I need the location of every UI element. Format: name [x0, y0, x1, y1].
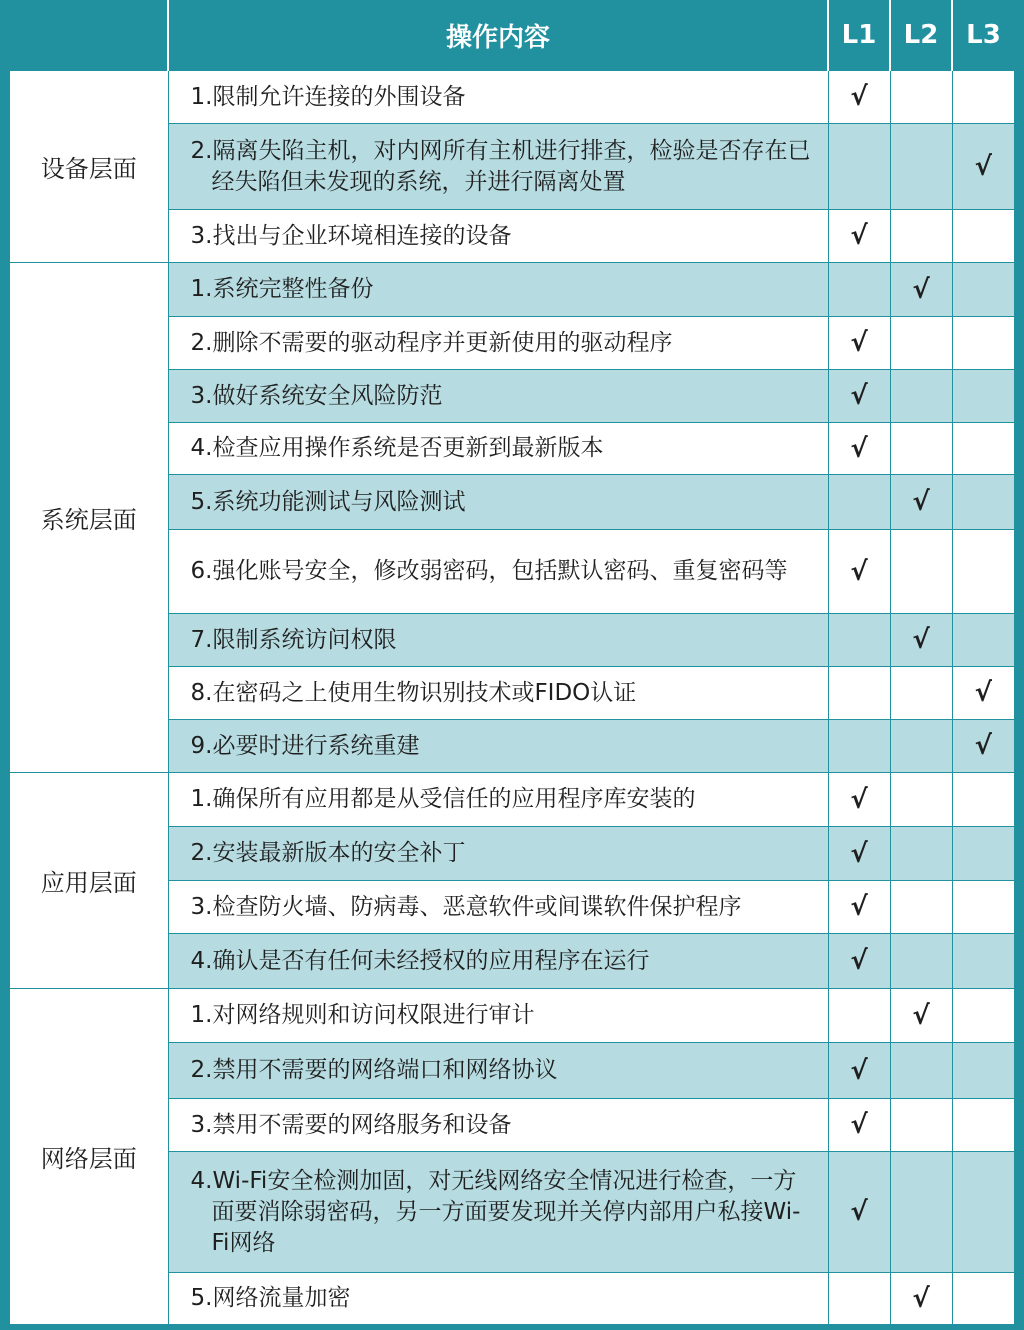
level-l1-cell [828, 71, 890, 124]
operation-cell [168, 720, 828, 773]
level-l3-cell [952, 263, 1014, 317]
check-mark-icon: √ [850, 892, 868, 922]
operation-text: 2.隔离失陷主机，对内网所有主机进行排查，检验是否存在已经失陷但未发现的系统，并进行隔离处置 [190, 137, 811, 195]
level-l1-cell [828, 317, 890, 370]
operation-text: 6.强化账号安全，修改弱密码，包括默认密码、重复密码等 [190, 558, 788, 584]
level-l2-cell [890, 1152, 952, 1273]
level-l2-cell [890, 720, 952, 773]
operation-text: 1.确保所有应用都是从受信任的应用程序库安装的 [190, 786, 696, 812]
level-l1-cell [828, 881, 890, 934]
level-l3-cell [952, 1099, 1014, 1152]
level-l3-cell [952, 475, 1014, 530]
level-l2-cell [890, 317, 952, 370]
level-l3-cell [952, 210, 1014, 263]
level-l1-cell [828, 1152, 890, 1273]
level-l3-cell [952, 614, 1014, 667]
operation-cell [168, 667, 828, 720]
level-l2-cell [890, 423, 952, 475]
operation-cell [168, 530, 828, 614]
level-l2-cell [890, 1099, 952, 1152]
operation-cell [168, 1099, 828, 1152]
operation-cell [168, 1152, 828, 1273]
check-mark-icon: √ [850, 556, 868, 587]
level-l1-cell [828, 773, 890, 827]
level-l1-cell [828, 370, 890, 423]
check-mark-icon: √ [850, 221, 868, 251]
operation-cell [168, 773, 828, 827]
operation-text: 4.Wi-Fi安全检测加固，对无线网络安全情况进行检查，一方面要消除弱密码，另一方面要发现并关停内部用户私接Wi-Fi网络 [190, 1167, 801, 1256]
level-l2-cell [890, 614, 952, 667]
level-l2-cell [890, 667, 952, 720]
operation-cell [168, 263, 828, 317]
level-l3-cell [952, 881, 1014, 934]
check-mark-icon: √ [850, 946, 868, 976]
level-l2-cell [890, 989, 952, 1043]
level-l2-cell [890, 370, 952, 423]
operation-cell [168, 475, 828, 530]
level-l2-cell [890, 773, 952, 827]
header-level-l1: L1 [828, 0, 890, 71]
level-l2-cell [890, 827, 952, 881]
level-l1-cell [828, 423, 890, 475]
check-mark-icon: √ [850, 1197, 868, 1227]
operation-cell [168, 934, 828, 989]
level-l1-cell [828, 530, 890, 614]
level-l3-cell [952, 1152, 1014, 1273]
check-mark-icon: √ [850, 1055, 868, 1086]
table-row [10, 263, 1014, 317]
operation-cell [168, 71, 828, 124]
level-l2-cell [890, 530, 952, 614]
level-l3-cell [952, 773, 1014, 827]
check-mark-icon: √ [850, 838, 868, 869]
operation-cell [168, 989, 828, 1043]
header-level-l2: L2 [890, 0, 952, 71]
section-category-label: 应用层面 [10, 773, 168, 989]
section-category-label: 系统层面 [10, 263, 168, 773]
operation-text: 2.安装最新版本的安全补丁 [190, 840, 466, 866]
security-operations-table-wrapper [10, 0, 1014, 1330]
table-body [10, 71, 1014, 1325]
check-mark-icon: √ [850, 433, 868, 464]
operation-text: 2.禁用不需要的网络端口和网络协议 [190, 1057, 558, 1083]
header-level-l3: L3 [952, 0, 1014, 71]
check-mark-icon: √ [974, 731, 992, 761]
level-l2-cell [890, 881, 952, 934]
check-mark-icon: √ [850, 784, 868, 815]
level-l1-cell [828, 989, 890, 1043]
table-row [10, 773, 1014, 827]
level-l2-cell [890, 1043, 952, 1099]
level-l3-cell [952, 370, 1014, 423]
operation-text: 5.网络流量加密 [190, 1285, 351, 1311]
operation-text: 4.检查应用操作系统是否更新到最新版本 [190, 435, 604, 461]
level-l1-cell [828, 827, 890, 881]
operation-text: 5.系统功能测试与风险测试 [190, 488, 466, 515]
operation-text: 9.必要时进行系统重建 [190, 732, 420, 759]
operation-text: 8.在密码之上使用生物识别技术或FIDO认证 [190, 679, 637, 706]
operation-text: 3.做好系统安全风险防范 [190, 382, 443, 409]
level-l1-cell [828, 1273, 890, 1325]
level-l3-cell [952, 1043, 1014, 1099]
operation-cell [168, 210, 828, 263]
check-mark-icon: √ [912, 1283, 930, 1314]
level-l1-cell [828, 263, 890, 317]
level-l3-cell [952, 989, 1014, 1043]
operation-cell [168, 124, 828, 210]
section-category-label: 网络层面 [10, 989, 168, 1325]
table-row [10, 71, 1014, 124]
check-mark-icon: √ [912, 1000, 930, 1031]
level-l1-cell [828, 667, 890, 720]
level-l1-cell [828, 124, 890, 210]
check-mark-icon: √ [974, 151, 992, 182]
operation-text: 1.系统完整性备份 [190, 276, 374, 302]
level-l1-cell [828, 720, 890, 773]
level-l3-cell [952, 827, 1014, 881]
operation-text: 1.对网络规则和访问权限进行审计 [190, 1002, 535, 1028]
operation-cell [168, 881, 828, 934]
operation-text: 3.禁用不需要的网络服务和设备 [190, 1111, 512, 1138]
level-l2-cell [890, 263, 952, 317]
level-l3-cell [952, 720, 1014, 773]
level-l3-cell [952, 423, 1014, 475]
level-l3-cell [952, 1273, 1014, 1325]
level-l1-cell [828, 1043, 890, 1099]
operation-text: 7.限制系统访问权限 [190, 626, 397, 653]
level-l2-cell [890, 124, 952, 210]
check-mark-icon: √ [850, 1110, 868, 1140]
level-l1-cell [828, 210, 890, 263]
operation-text: 3.检查防火墙、防病毒、恶意软件或间谍软件保护程序 [190, 893, 742, 920]
level-l3-cell [952, 317, 1014, 370]
operation-cell [168, 317, 828, 370]
header-category [10, 0, 168, 71]
level-l1-cell [828, 934, 890, 989]
level-l3-cell [952, 71, 1014, 124]
level-l2-cell [890, 71, 952, 124]
operation-cell [168, 1273, 828, 1325]
operation-cell [168, 1043, 828, 1099]
level-l2-cell [890, 934, 952, 989]
level-l2-cell [890, 1273, 952, 1325]
security-operations-table [10, 0, 1014, 1325]
level-l1-cell [828, 614, 890, 667]
level-l3-cell [952, 667, 1014, 720]
check-mark-icon: √ [850, 82, 868, 112]
check-mark-icon: √ [974, 678, 992, 708]
level-l3-cell [952, 124, 1014, 210]
level-l2-cell [890, 475, 952, 530]
check-mark-icon: √ [850, 381, 868, 411]
operation-cell [168, 370, 828, 423]
check-mark-icon: √ [850, 328, 868, 358]
operation-text: 4.确认是否有任何未经授权的应用程序在运行 [190, 947, 650, 974]
check-mark-icon: √ [912, 625, 930, 655]
operation-cell [168, 827, 828, 881]
level-l1-cell [828, 1099, 890, 1152]
level-l3-cell [952, 934, 1014, 989]
table-row [10, 989, 1014, 1043]
operation-cell [168, 423, 828, 475]
operation-text: 2.删除不需要的驱动程序并更新使用的驱动程序 [190, 329, 673, 356]
operation-text: 1.限制允许连接的外围设备 [190, 83, 466, 110]
section-category-label: 设备层面 [10, 71, 168, 263]
check-mark-icon: √ [912, 487, 930, 517]
operation-text: 3.找出与企业环境相连接的设备 [190, 222, 512, 249]
level-l3-cell [952, 530, 1014, 614]
header-operation: 操作内容 [168, 0, 828, 71]
level-l2-cell [890, 210, 952, 263]
table-header-row [10, 0, 1014, 71]
check-mark-icon: √ [912, 274, 930, 305]
operation-cell [168, 614, 828, 667]
level-l1-cell [828, 475, 890, 530]
